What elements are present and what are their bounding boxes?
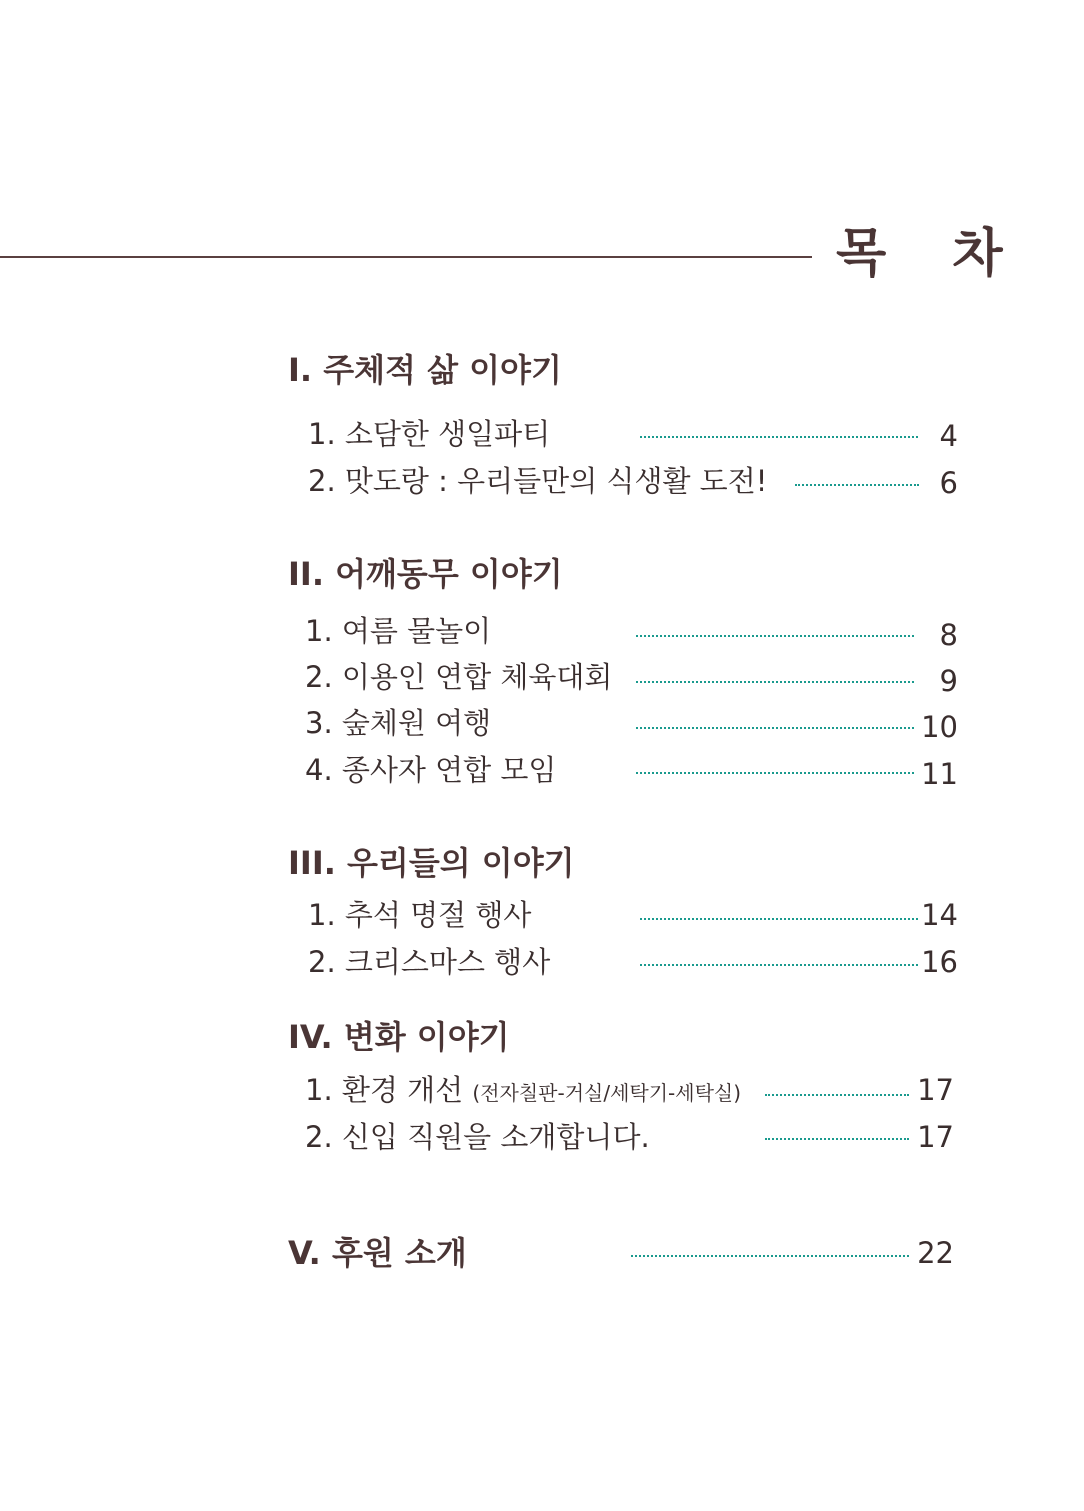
toc-page-number: 16	[921, 945, 958, 979]
toc-item-label: 1. 추석 명절 행사	[308, 898, 532, 932]
toc-page-number: 11	[921, 757, 958, 791]
toc-item-label: 2. 신입 직원을 소개합니다.	[305, 1120, 650, 1154]
toc-page-number: 10	[921, 710, 958, 744]
toc-leader-dots	[636, 727, 914, 729]
title-divider	[0, 256, 812, 258]
toc-item-label: 2. 크리스마스 행사	[308, 945, 551, 979]
toc-item-label: 4. 종사자 연합 모임	[305, 753, 557, 787]
toc-page-number: 8	[939, 618, 958, 652]
toc-item-label: 3. 숲체원 여행	[305, 706, 492, 740]
toc-leader-dots	[636, 635, 914, 637]
toc-page-number: 4	[939, 419, 958, 453]
toc-page-number: 17	[917, 1120, 954, 1154]
toc-leader-dots	[636, 772, 914, 774]
toc-leader-dots	[640, 918, 918, 920]
toc-leader-dots	[640, 964, 918, 966]
toc-item-label	[305, 1071, 741, 1109]
toc-leader-dots	[636, 681, 914, 683]
toc-item-label-main: 1. 환경 개선	[305, 1073, 464, 1107]
toc-page-number: 17	[917, 1073, 954, 1107]
section-heading-2: II. 어깨동무 이야기	[288, 555, 563, 593]
section-heading-4: IV. 변화 이야기	[288, 1018, 510, 1056]
toc-leader-dots	[631, 1255, 909, 1257]
section-heading-3: III. 우리들의 이야기	[288, 844, 575, 882]
section-heading-5: V. 후원 소개	[288, 1234, 467, 1272]
toc-item-label: 1. 소담한 생일파티	[308, 417, 551, 451]
toc-page-number: 9	[939, 664, 958, 698]
toc-item-label: 2. 이용인 연합 체육대회	[305, 660, 613, 694]
toc-leader-dots	[765, 1094, 909, 1096]
toc-leader-dots	[640, 436, 918, 438]
toc-item-sublabel: (전자칠판-거실/세탁기-세탁실)	[472, 1081, 742, 1105]
toc-item-label: 2. 맛도랑 : 우리들만의 식생활 도전!	[308, 464, 768, 498]
section-heading-1: I. 주체적 삶 이야기	[288, 351, 562, 389]
toc-page-number: 22	[917, 1236, 954, 1270]
toc-page-number: 14	[921, 898, 958, 932]
toc-leader-dots	[765, 1138, 909, 1140]
toc-item-label: 1. 여름 물놀이	[305, 614, 492, 648]
toc-page-number: 6	[939, 466, 958, 500]
page-title: 목 차	[836, 224, 1027, 284]
